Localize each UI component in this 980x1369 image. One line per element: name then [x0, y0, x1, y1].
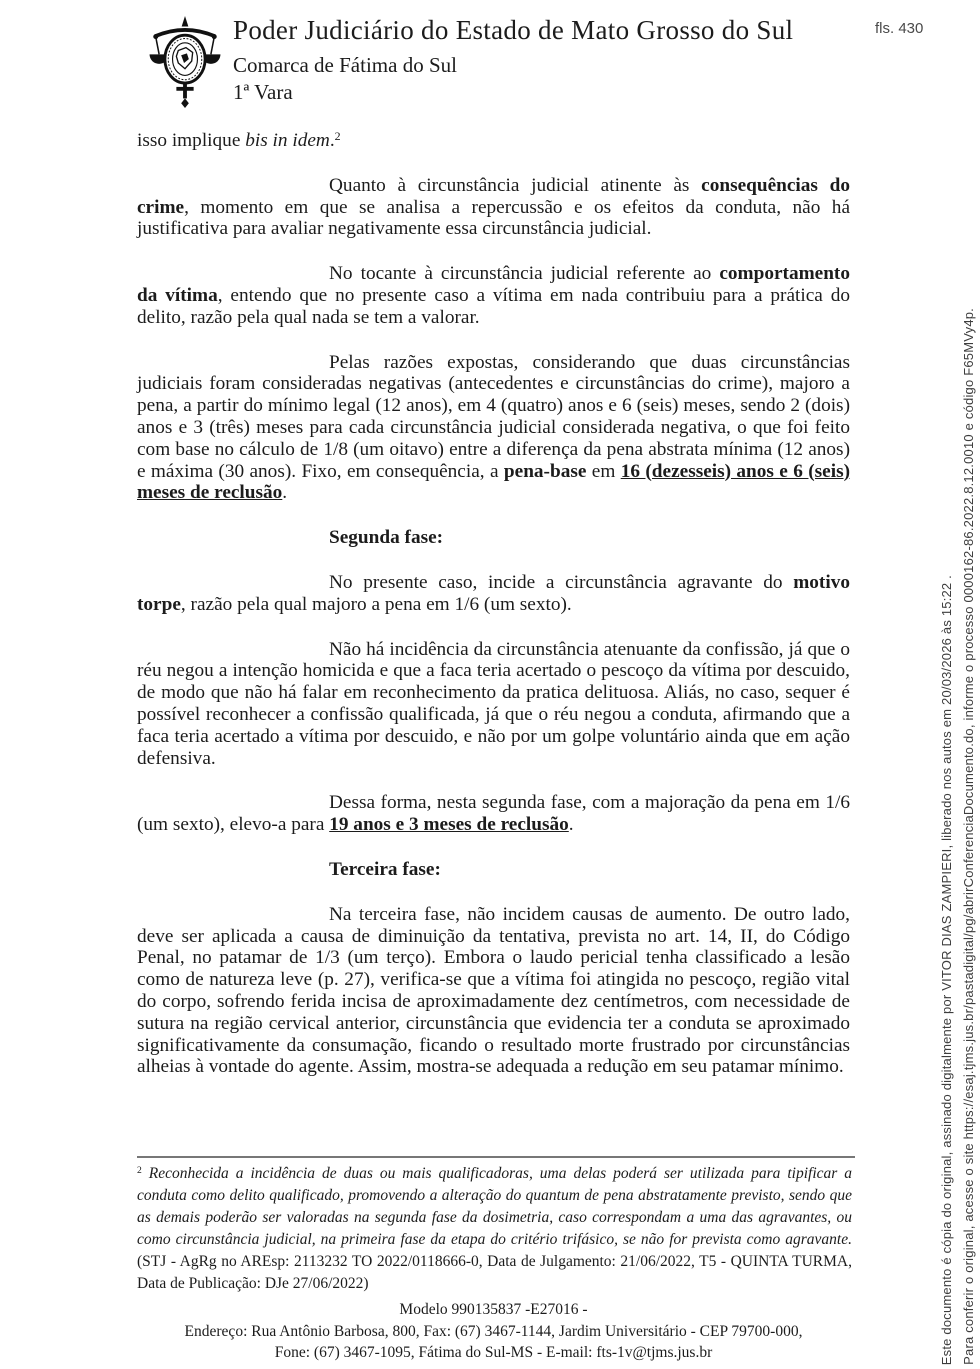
- text-segment: 19 anos e 3 meses de reclusão: [329, 814, 569, 836]
- text-segment: [142, 1165, 149, 1182]
- tjms-coat-of-arms-icon: [148, 16, 222, 108]
- comarca-subtitle: Comarca de Fátima do Sul: [233, 53, 457, 77]
- court-title: Poder Judiciário do Estado de Mato Grosso do Sul: [233, 15, 794, 45]
- text-segment: No tocante à circunstância judicial referente ao: [329, 263, 720, 285]
- text-segment: consequências do crime: [137, 174, 850, 218]
- text-segment: Segunda fase:: [329, 527, 444, 549]
- footer-model-line: Modelo 990135837 -E27016 -: [399, 1301, 588, 1318]
- verification-url-note: Para conferir o original, acesse o site https://esaj.tjms.jus.br/pastadigital/pg/abrirConferenciaDocumento.do, informe o processo 0000162-86.2022.8.12.0010 e código F65MVy4p.: [961, 308, 976, 1365]
- text-segment: pena-base: [503, 460, 587, 482]
- footnote-separator: [137, 1156, 855, 1158]
- body-paragraph: [137, 263, 850, 328]
- text-segment: Não há incidência da circunstância atenuante da confissão, já que o réu negou a intenção homicida e que a faca teria acertado o pescoço da vítima por descuido, de modo que não há falar em reconhecimento da pratica delituosa. Aliás, no caso, sequer é possível reconhecer a confissão qualificada, já que o réu negou a conduta, afirmando que a faca teria acertado a vítima por descuido, e não por um golpe voluntário ainda que em ação defensiva.: [137, 638, 850, 769]
- text-segment: Na terceira fase, não incidem causas de aumento. De outro lado, deve ser aplicada a causa de diminuição da tentativa, prevista no art. 14, II, do Código Penal, no patamar de 1/3 (um terço). Embora o laudo pericial tenha classificado a lesão como de natureza leve (p. 27), verifica-se que a vítima foi atingida no pescoço, região vital do corpo, sofrendo ferida incisa de aproximadamente dez centímetros, com necessidade de sutura na região cervical anterior, circunstância que evidencia ter a conduta se aproximado significativamente da consumação, ficando o resultado morte frustrado por circunstâncias alheias à vontade do agente. Assim, mostra-se adequada a redução em seu patamar mínimo.: [137, 903, 850, 1078]
- text-segment: (STJ - AgRg no AREsp: 2113232 TO 2022/0118666-0, Data de Julgamento: 21/06/2022, T5 - QUINTA TURMA, Data de Publicação: DJe 27/06/2022): [137, 1253, 852, 1292]
- document-header: [233, 14, 873, 106]
- text-segment: em: [586, 460, 621, 482]
- body-paragraph: [137, 572, 850, 616]
- phase-heading: [329, 859, 850, 881]
- phase-heading: [329, 527, 850, 549]
- digital-signature-note: Este documento é cópia do original, assinado digitalmente por VITOR DIAS ZAMPIERI, liberado nos autos em 20/03/2026 às 15:22 .: [939, 574, 954, 1365]
- document-footer: [137, 1299, 850, 1364]
- superscript-reference: 2: [334, 129, 341, 144]
- text-segment: motivo torpe: [137, 571, 850, 615]
- text-segment: 16 (dezesseis) anos e 6 (seis) meses de reclusão: [137, 460, 850, 504]
- text-segment: , razão pela qual majoro a pena em 1/6 (um sexto).: [180, 593, 572, 615]
- superscript-reference: 2: [137, 1165, 142, 1177]
- vara-subtitle: 1ª Vara: [233, 80, 293, 104]
- body-paragraph: [137, 175, 850, 240]
- text-segment: , momento em que se analisa a repercussão e os efeitos da conduta, não há justificativa para avaliar negativamente essa circunstância judicial.: [137, 196, 850, 240]
- body-paragraph: [137, 130, 850, 152]
- body-paragraph: [137, 792, 850, 836]
- text-segment: Quanto à circunstância judicial atinente às: [329, 174, 702, 196]
- text-segment: isso implique: [137, 130, 246, 151]
- text-segment: bis in idem: [245, 130, 330, 151]
- text-segment: Pelas razões expostas, considerando que duas circunstâncias judiciais foram consideradas negativas (antecedentes e circunstâncias do crime), majoro a pena, a partir do mínimo legal (12 anos), em 4 (quatro) anos e 6 (seis) meses, sendo 2 (dois) anos e 3 (três) meses para cada circunstância judicial considerada negativa, o que foi feito com base no cálculo de 1/8 (um oitavo) entre a diferença da pena abstrata mínima (12 anos) e máxima (30 anos). Fixo, em consequência, a: [137, 351, 850, 482]
- text-segment: , entendo que no presente caso a vítima em nada contribuiu para a prática do delito, razão pela qual nada se tem a valorar.: [137, 284, 851, 328]
- body-paragraph: [137, 639, 850, 770]
- text-segment: .: [568, 814, 574, 836]
- body-paragraph: [137, 352, 850, 505]
- footnote: [137, 1163, 852, 1295]
- text-segment: Reconhecida a incidência de duas ou mais qualificadoras, uma delas poderá ser utilizada para tipificar a conduta como delito qualificado, promovendo a alteração do quantum de pena abstratamente previsto, sendo que as demais poderão ser valoradas na segunda fase da dosimetria, caso correspondam a uma das agravantes, ou como circunstância judicial, na primeira fase da etapa do critério trifásico, se não for prevista como agravante.: [137, 1165, 853, 1248]
- text-segment: Dessa forma, nesta segunda fase, com a majoração da pena em 1/6 (um sexto), elevo-a para: [137, 792, 850, 836]
- text-segment: .: [329, 130, 335, 151]
- footer-phone-email-line: Fone: (67) 3467-1095, Fátima do Sul-MS - E-mail: fts-1v@tjms.jus.br: [274, 1344, 713, 1361]
- text-segment: Terceira fase:: [329, 858, 441, 880]
- text-segment: .: [282, 482, 288, 504]
- document-body: [137, 130, 850, 1101]
- folio-number: fls. 430: [875, 20, 924, 37]
- text-segment: comportamento da vítima: [137, 263, 850, 306]
- body-paragraph: [137, 904, 850, 1078]
- footer-address-line: Endereço: Rua Antônio Barbosa, 800, Fax: (67) 3467-1144, Jardim Universitário - CEP 79700-000,: [184, 1322, 803, 1340]
- text-segment: No presente caso, incide a circunstância agravante do: [329, 571, 794, 593]
